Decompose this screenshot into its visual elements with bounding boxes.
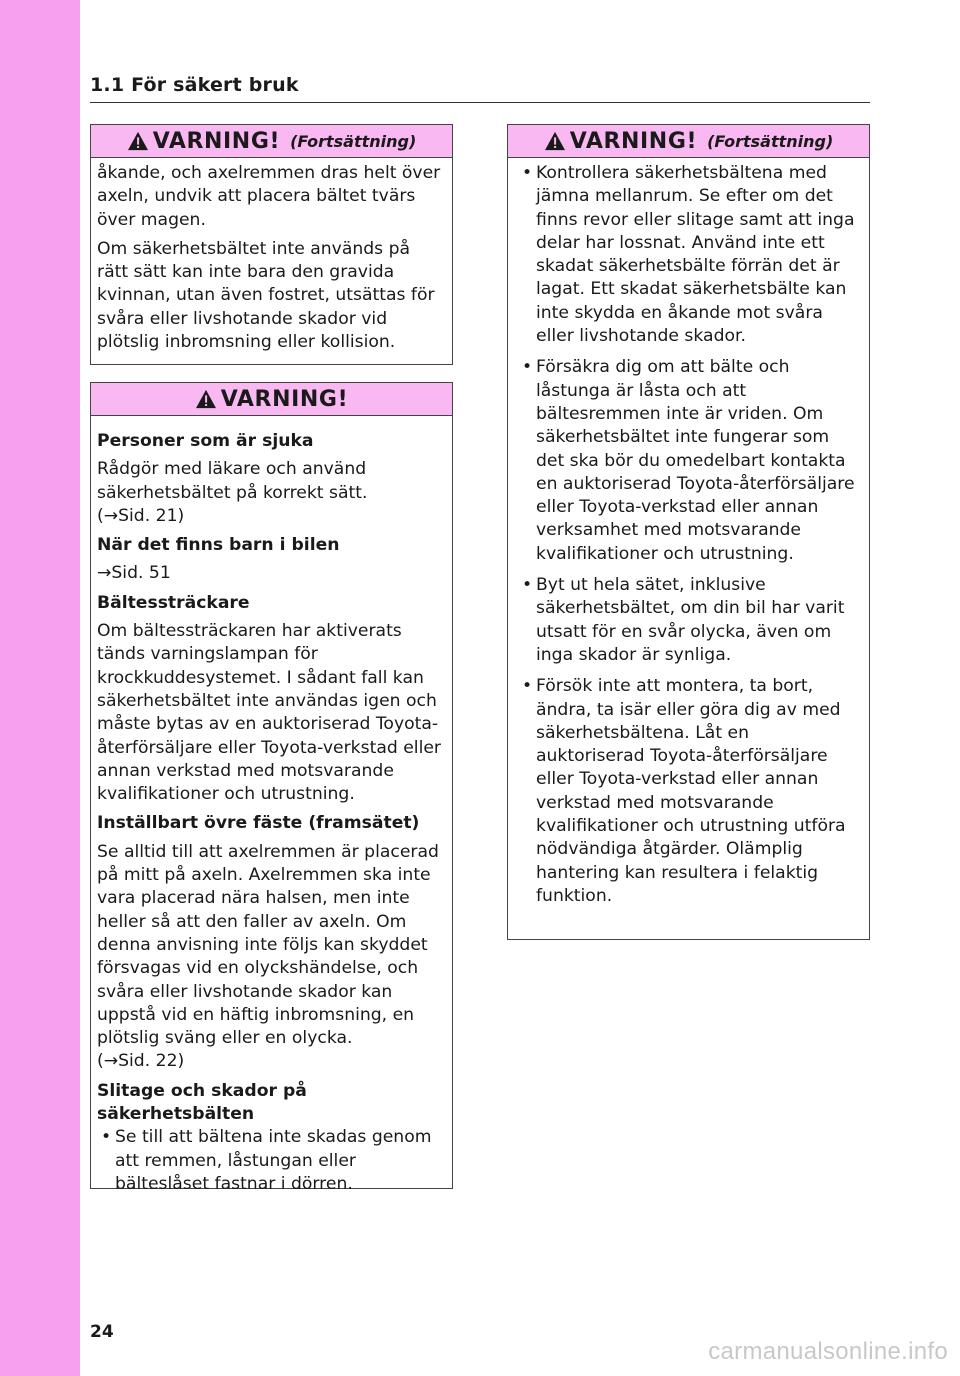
page-reference: (→Sid. 22) <box>97 1051 185 1072</box>
list-item: • Kontrollera säkerhetsbältena med jämna mellanrum. Se efter om det finns revor eller slitage samt att inga delar har lossnat. Använd inte ett skadat säkerhetsbälte förrän det är lagat. Ett skadat säkerhetsbälte kan inte skydda en åkande mot svåra eller livshotande skador. <box>522 163 855 347</box>
warning-label: VARNING! <box>220 386 349 412</box>
paragraph: Rådgör med läkare och använd säkerhetsbältet på korrekt sätt. <box>97 459 368 503</box>
list-item: • Se till att bältena inte skadas genom att remmen, låstungan eller bälteslåset fastnar i dörren. <box>101 1127 432 1194</box>
list-item: • Försök inte att montera, ta bort, ändra, ta isär eller göra dig av med säkerhetsbältena. Låt en auktoriserad Toyota-återförsäljare eller Toyota-verkstad eller annan verkstad med motsvarande kvalifikationer och utrustning utföra nödvändiga åtgärder. Olämplig hantering kan resultera i felaktig funktion. <box>522 676 846 906</box>
warning-box-left <box>90 382 453 1194</box>
page-reference: (→Sid. 21) <box>97 505 185 526</box>
bullet-list <box>97 1126 442 1196</box>
warning-body <box>91 158 452 370</box>
warning-triangle-icon <box>195 389 217 409</box>
page-header <box>90 74 870 103</box>
warning-triangle-icon <box>127 131 149 151</box>
subheading-anchor: Inställbart övre fäste (framsätet) <box>97 813 420 834</box>
warning-body <box>91 416 452 1214</box>
continued-label: (Fortsättning) <box>290 131 417 151</box>
warning-box-continued-left <box>90 124 453 365</box>
list-item: • Byt ut hela sätet, inklusive säkerhetsbältet, om din bil har varit utsatt för en svår olycka, även om inga skador är synliga. <box>522 575 845 665</box>
subheading-wear: Slitage och skador på säkerhetsbälten <box>97 1080 307 1125</box>
warning-header <box>508 125 869 158</box>
warning-label: VARNING! <box>152 128 281 154</box>
warning-box-continued-right <box>507 124 870 940</box>
warning-header <box>91 383 452 416</box>
paragraph: Se alltid till att axelremmen är placerad på mitt på axeln. Axelremmen ska inte vara placerad nära halsen, men inte heller så att den faller av axeln. Om denna anvisning inte följs kan skyddet försvagas vid en olyckshändelse, och svåra eller livshotande skador kan uppstå vid en häftig inbromsning, en plötslig sväng eller en olycka. <box>97 841 439 1049</box>
chapter-side-tab <box>0 0 80 1376</box>
bullet-list <box>514 162 859 908</box>
subheading-pretensioner: Bältessträckare <box>97 592 250 613</box>
page-number: 24 <box>90 1322 114 1342</box>
warning-body <box>508 158 869 926</box>
continued-label: (Fortsättning) <box>707 131 834 151</box>
subheading-children: När det finns barn i bilen <box>97 535 340 556</box>
section-title: 1.1 För säkert bruk <box>90 74 299 96</box>
paragraph: åkande, och axelremmen dras helt över axeln, undvik att placera bältet tvärs över magen. <box>97 163 441 230</box>
list-item: • Försäkra dig om att bälte och låstunga är låsta och att bältesremmen inte är vriden. Om säkerhetsbältet inte fungerar som det ska bör du omedelbart kontakta en auktoriserad Toyota-återförsäljare eller Toyota-verkstad eller annan verksamhet med motsvarande kvalifikationer och utrustning. <box>522 357 855 564</box>
paragraph: Om säkerhetsbältet inte används på rätt sätt kan inte bara den gravida kvinnan, utan även fostret, utsättas för svåra eller livshotande skador vid plötslig inbromsning eller kollision. <box>97 238 435 353</box>
warning-header <box>91 125 452 158</box>
paragraph: Om bältessträckaren har aktiverats tänds varningslampan för krockkuddesystemet. I sådant fall kan säkerhetsbältet inte användas igen och måste bytas av en auktoriserad Toyota-återförsäljare eller Toyota-verkstad eller annan verkstad med motsvarande kvalifikationer och utrustning. <box>97 621 441 805</box>
subheading-sick-persons: Personer som är sjuka <box>97 431 314 451</box>
warning-label: VARNING! <box>569 128 698 154</box>
warning-triangle-icon <box>544 131 566 151</box>
watermark: carmanualsonline.info <box>708 1338 948 1365</box>
page-reference: →Sid. 51 <box>97 563 171 584</box>
